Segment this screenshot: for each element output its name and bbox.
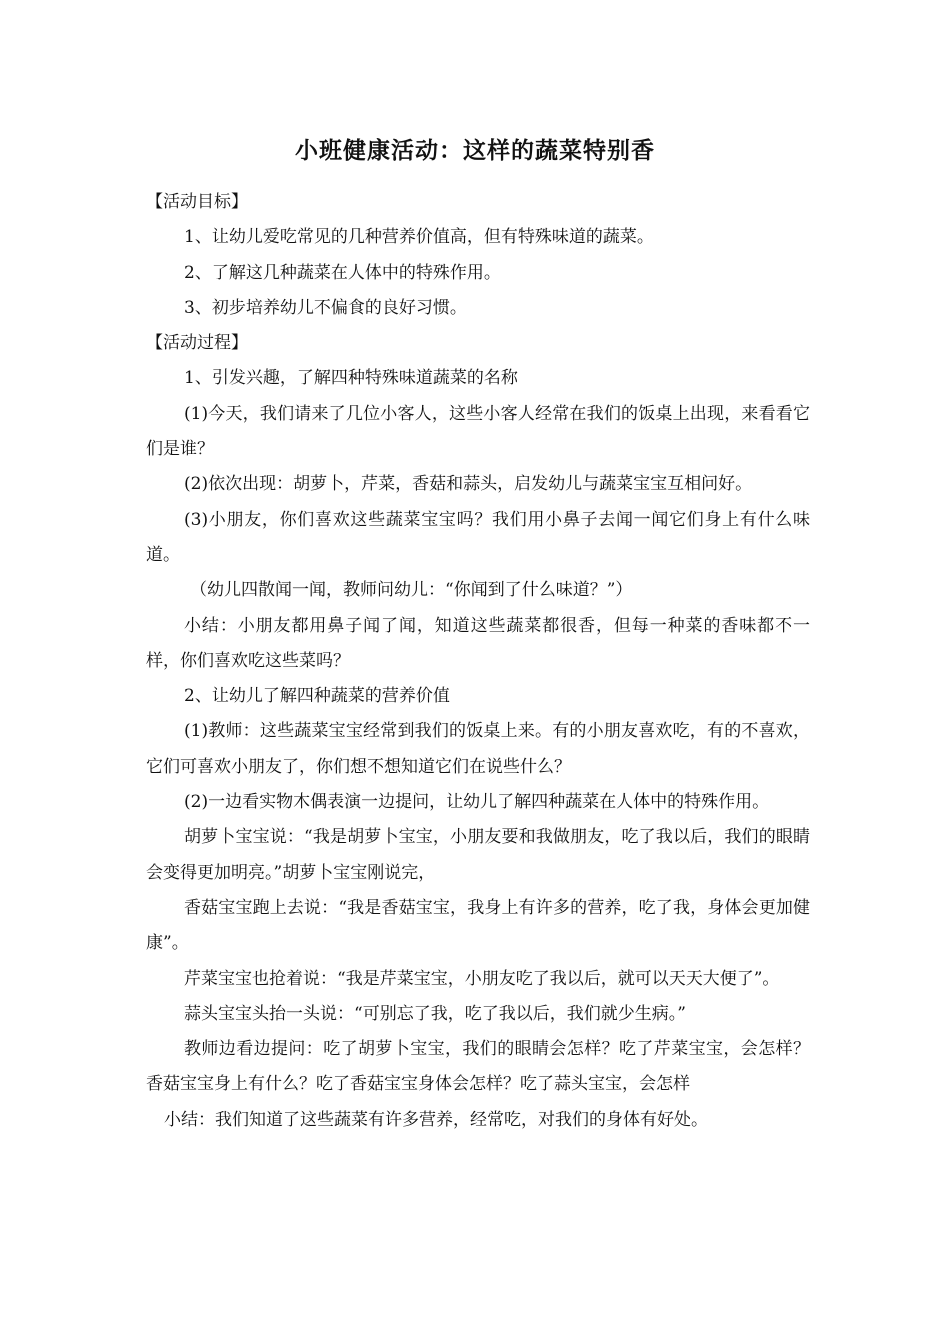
paragraph: 胡萝卜宝宝说：“我是胡萝卜宝宝，小朋友要和我做朋友，吃了我以后，我们的眼睛会变得更加明亮。”胡萝卜宝宝刚说完， [146, 827, 810, 883]
document-body [146, 185, 810, 1138]
paragraph: (1)教师：这些蔬菜宝宝经常到我们的饭桌上来。有的小朋友喜欢吃，有的不喜欢，它们可喜欢小朋友了，你们想不想知道它们在说些什么？ [146, 721, 810, 777]
paragraph: 蒜头宝宝头抬一头说：“可别忘了我，吃了我以后，我们就少生病。” [184, 1003, 686, 1024]
paragraph: 芹菜宝宝也抢着说：“我是芹菜宝宝，小朋友吃了我以后，就可以天天大便了”。 [184, 968, 780, 989]
paragraph: 3、初步培养幼儿不偏食的良好习惯。 [184, 297, 467, 318]
section-heading-process: 【活动过程】 [146, 333, 248, 354]
section-heading-goals: 【活动目标】 [146, 192, 248, 212]
paragraph: 香菇宝宝跑上去说：“我是香菇宝宝，我身上有许多的营养，吃了我，身体会更加健康”。 [146, 897, 810, 954]
paragraph: (1)今天，我们请来了几位小客人，这些小客人经常在我们的饭桌上出现，来看看它们是谁？ [146, 403, 810, 460]
paragraph: (2)一边看实物木偶表演一边提问，让幼儿了解四种蔬菜在人体中的特殊作用。 [184, 792, 770, 813]
paragraph: 2、了解这几种蔬菜在人体中的特殊作用。 [184, 262, 501, 283]
paragraph: （幼儿四散闻一闻，教师问幼儿：“你闻到了什么味道？”） [190, 580, 633, 601]
paragraph: 1、让幼儿爱吃常见的几种营养价值高，但有特殊味道的蔬菜。 [184, 227, 654, 248]
paragraph: (2)依次出现：胡萝卜，芹菜，香菇和蒜头，启发幼儿与蔬菜宝宝互相问好。 [184, 474, 753, 495]
paragraph: 1、引发兴趣，了解四种特殊味道蔬菜的名称 [184, 368, 518, 389]
paragraph: 小结：我们知道了这些蔬菜有许多营养，经常吃，对我们的身体有好处。 [164, 1109, 708, 1130]
paragraph: 小结：小朋友都用鼻子闻了闻，知道这些蔬菜都很香，但每一种菜的香味都不一样，你们喜欢吃这些菜吗？ [146, 615, 810, 671]
document-title: 小班健康活动：这样的蔬菜特别香 [295, 138, 655, 164]
paragraph: 教师边看边提问：吃了胡萝卜宝宝，我们的眼睛会怎样？吃了芹菜宝宝，会怎样？香菇宝宝身上有什么？吃了香菇宝宝身体会怎样？吃了蒜头宝宝，会怎样 [146, 1039, 810, 1095]
paragraph: 2、让幼儿了解四种蔬菜的营养价值 [184, 686, 450, 707]
paragraph: (3)小朋友，你们喜欢这些蔬菜宝宝吗？我们用小鼻子去闻一闻它们身上有什么味道。 [146, 509, 810, 565]
